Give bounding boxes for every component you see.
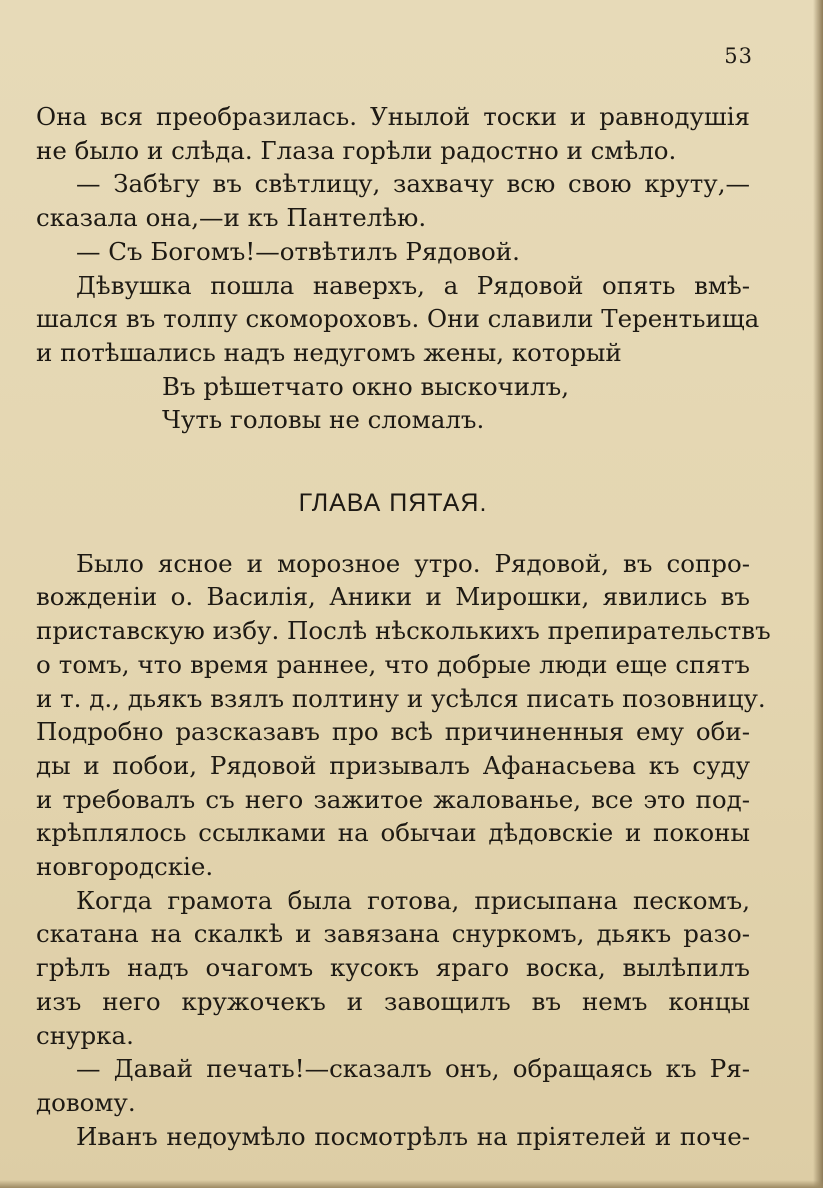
text-line: довому. xyxy=(36,1087,136,1117)
page-bottom-shadow xyxy=(0,1180,823,1188)
text-line: и т. д., дьякъ взялъ полтину и усѣлся писать позовницу. xyxy=(36,683,766,713)
text-line: вожденіи о. Василія, Аники и Мирошки, явились въ xyxy=(36,582,750,612)
text-line: Подробно разсказавъ про всѣ причиненныя ему оби- xyxy=(36,717,750,747)
text-line: Когда грамота была готова, присыпана пескомъ, xyxy=(76,885,750,915)
text-line: — Давай печать!—сказалъ онъ, обращаясь къ Ря- xyxy=(76,1054,750,1084)
verse-line: Чуть головы не сломалъ. xyxy=(162,405,485,435)
text-line: не было и слѣда. Глаза горѣли радостно и смѣло. xyxy=(36,135,677,165)
text-line: ды и побои, Рядовой призывалъ Афанасьева къ суду xyxy=(36,750,750,780)
text-line: шался въ толпу скомороховъ. Они славили Терентьища xyxy=(36,304,760,334)
verse-line: Въ рѣшетчато окно выскочилъ, xyxy=(162,371,570,401)
text-line: крѣплялось ссылками на обычаи дѣдовскіе и поконы xyxy=(36,818,750,848)
text-line: приставскую избу. Послѣ нѣсколькихъ препирательствъ xyxy=(36,616,771,646)
page-edge-shadow xyxy=(813,0,823,1188)
text-line: — Забѣгу въ свѣтлицу, захвачу всю свою круту,— xyxy=(76,169,750,199)
page-body xyxy=(36,100,771,1153)
text-line: и потѣшались надъ недугомъ жены, который xyxy=(36,337,622,367)
text-line: Иванъ недоумѣло посмотрѣлъ на пріятелей и поче- xyxy=(76,1121,750,1151)
text-line: изъ него кружочекъ и завощилъ въ немъ концы xyxy=(36,986,750,1016)
text-line: грѣлъ надъ очагомъ кусокъ яраго воска, вылѣпилъ xyxy=(36,953,750,983)
text-line: Она вся преобразилась. Унылой тоски и равнодушія xyxy=(36,102,750,131)
page-number: 53 xyxy=(724,44,753,68)
text-line: — Съ Богомъ!—отвѣтилъ Рядовой. xyxy=(76,236,520,266)
text-line: Дѣвушка пошла наверхъ, а Рядовой опять вмѣ- xyxy=(76,270,750,300)
text-line: снурка. xyxy=(36,1020,134,1050)
text-line: скатана на скалкѣ и завязана снуркомъ, дьякъ разо- xyxy=(36,919,750,949)
text-line: сказала она,—и къ Пантелѣю. xyxy=(36,203,427,233)
text-line: и требовалъ съ него зажитое жалованье, все это под- xyxy=(36,784,750,814)
text-line: Было ясное и морозное утро. Рядовой, въ сопро- xyxy=(76,548,750,578)
text-line: о томъ, что время раннее, что добрые люди еще спятъ xyxy=(36,649,750,679)
chapter-heading: ГЛАВА ПЯТАЯ. xyxy=(298,489,488,518)
text-line: новгородскіе. xyxy=(36,852,214,882)
